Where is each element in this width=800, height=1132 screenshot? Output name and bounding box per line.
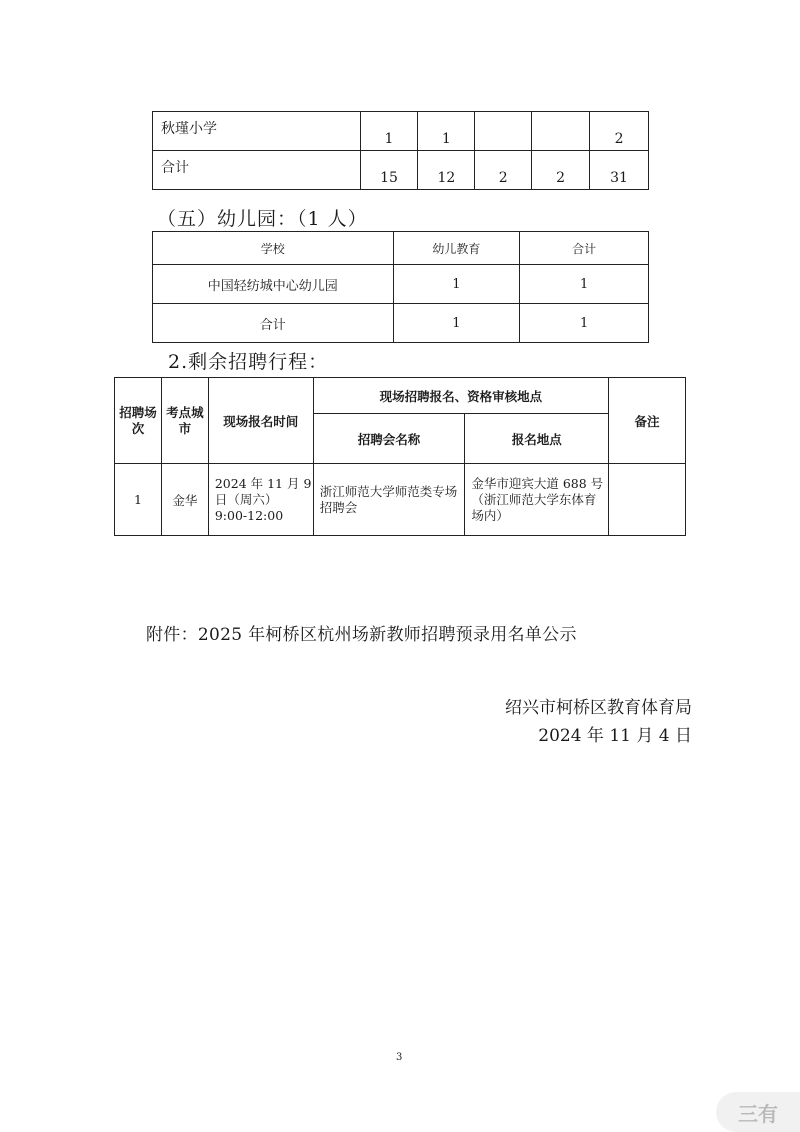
cell-total: 31 [590, 151, 649, 190]
section-heading-schedule: 2.剩余招聘行程： [168, 351, 329, 373]
table-row [153, 265, 649, 304]
cell-city: 金华 [161, 464, 208, 536]
cell-value: 1 [393, 265, 520, 304]
cell-value: 1 [393, 304, 520, 343]
cell-value [475, 112, 532, 151]
table-header-row [115, 378, 686, 414]
cell-total: 2 [590, 112, 649, 151]
cell-value: 1 [418, 112, 475, 151]
kindergarten-table [152, 231, 649, 343]
table-row [153, 304, 649, 343]
table-row [153, 151, 649, 190]
cell-note [609, 464, 686, 536]
header-place: 报名地点 [465, 414, 609, 464]
cell-time: 2024 年 11 月 9 日（周六） 9:00-12:00 [208, 464, 313, 536]
cell-total: 1 [520, 304, 649, 343]
page-number: 3 [396, 1052, 403, 1063]
cell-value: 1 [360, 112, 418, 151]
header-subject: 幼儿教育 [393, 232, 520, 265]
cell-value: 2 [475, 151, 532, 190]
cell-total: 1 [520, 265, 649, 304]
cell-fair-name: 浙江师范大学师范类专场招聘会 [313, 464, 465, 536]
section-heading-kindergarten: （五）幼儿园：（1 人） [157, 208, 368, 230]
cell-value [532, 112, 590, 151]
attachment-line: 附件：2025 年柯桥区杭州场新教师招聘预录用名单公示 [146, 625, 577, 645]
header-fair-name: 招聘会名称 [313, 414, 465, 464]
header-total: 合计 [520, 232, 649, 265]
school-name: 中国轻纺城中心幼儿园 [153, 265, 394, 304]
issuing-organization: 绍兴市柯桥区教育体育局 [505, 698, 692, 718]
cell-value: 12 [418, 151, 475, 190]
primary-school-table [152, 111, 649, 190]
schedule-table [114, 377, 686, 536]
table-row [115, 464, 686, 536]
watermark-badge: 三有 [716, 1092, 800, 1132]
header-school: 学校 [153, 232, 394, 265]
school-name: 秋瑾小学 [153, 112, 361, 151]
header-location-group: 现场招聘报名、资格审核地点 [313, 378, 608, 414]
table-row [153, 112, 649, 151]
header-note: 备注 [609, 378, 686, 464]
table-header-row [153, 232, 649, 265]
cell-value: 2 [532, 151, 590, 190]
header-time: 现场报名时间 [208, 378, 313, 464]
total-label: 合计 [153, 304, 394, 343]
cell-round: 1 [115, 464, 162, 536]
issue-date: 2024 年 11 月 4 日 [538, 726, 692, 746]
cell-value: 15 [360, 151, 418, 190]
cell-place: 金华市迎宾大道 688 号（浙江师范大学东体育场内） [465, 464, 609, 536]
header-round: 招聘场次 [115, 378, 162, 464]
total-label: 合计 [153, 151, 361, 190]
header-city: 考点城市 [161, 378, 208, 464]
